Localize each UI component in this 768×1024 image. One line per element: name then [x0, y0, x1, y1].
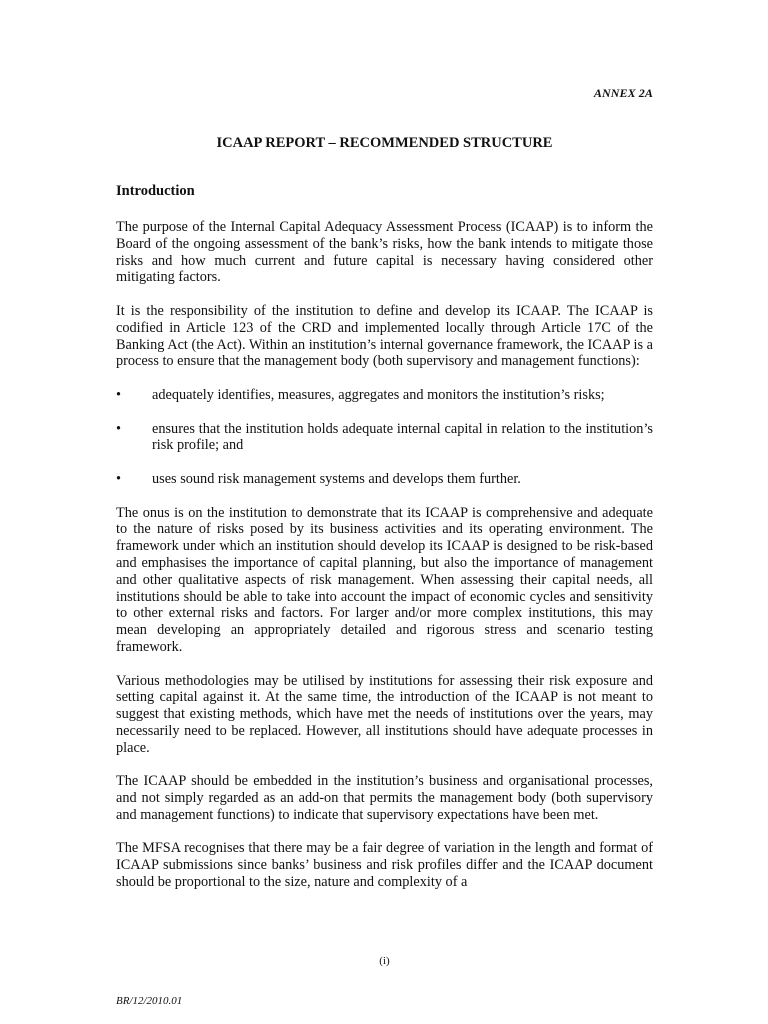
paragraph: The purpose of the Internal Capital Adequacy Assessment Process (ICAAP) is to inform the Board of the ongoing assessment of the bank’s risks, how the bank intends to mitigate those risks and how much current and future capital is necessary having considered other mitigating factors. — [116, 219, 653, 286]
list-item — [116, 387, 653, 404]
paragraph: The ICAAP should be embedded in the institution’s business and organisational processes, and not simply regarded as an add-on that permits the management body (both supervisory and management functions) to indicate that supervisory expectations have been met. — [116, 773, 653, 823]
document-body — [116, 219, 653, 908]
bullet-icon: • — [116, 420, 122, 437]
paragraph: The MFSA recognises that there may be a fair degree of variation in the length and format of ICAAP submissions since banks’ business and risk profiles differ and the ICAAP document should be proportional to the size, nature and complexity of a — [116, 840, 653, 891]
paragraph: It is the responsibility of the institution to define and develop its ICAAP. The ICAAP is codified in Article 123 of the CRD and implemented locally through Article 17C of the Banking Act (the Act). Within an institution’s internal governance framework, the ICAAP is a process to ensure that the management body (both supervisory and management functions): — [116, 302, 653, 370]
bullet-list — [116, 387, 653, 488]
paragraph: Various methodologies may be utilised by institutions for assessing their risk exposure and setting capital against it. At the same time, the introduction of the ICAAP is not meant to suggest that existing methods, which have met the needs of institutions over the years, may necessarily need to be replaced. However, all institutions should have adequate processes in place. — [116, 672, 653, 756]
paragraph: The onus is on the institution to demonstrate that its ICAAP is comprehensive and adequate to the nature of risks posed by its business activities and its operating environment. The framework under which an institution should develop its ICAAP is designed to be risk-based and emphasises the importance of capital planning, but also the importance of management and other qualitative aspects of risk management. When assessing their capital needs, all institutions should be able to take into account the impact of economic cycles and sensitivity to other external risks and factors. For larger and/or more complex institutions, this may mean developing an appropriately detailed and rigorous stress and scenario testing framework. — [116, 504, 653, 655]
document-title: ICAAP REPORT – RECOMMENDED STRUCTURE — [216, 135, 553, 151]
bullet-icon: • — [116, 386, 122, 403]
annex-label: ANNEX 2A — [593, 86, 653, 100]
list-item-text: ensures that the institution holds adequate internal capital in relation to the institution’s risk profile; and — [152, 420, 653, 454]
list-item-text: uses sound risk management systems and develops them further. — [152, 470, 521, 487]
bullet-icon: • — [116, 470, 122, 487]
page-number: (i) — [379, 955, 390, 967]
list-item — [116, 471, 653, 488]
document-page — [116, 0, 653, 1024]
list-item — [116, 421, 653, 455]
section-heading: Introduction — [116, 183, 195, 199]
list-item-text: adequately identifies, measures, aggregates and monitors the institution’s risks; — [152, 386, 605, 403]
footer-reference: BR/12/2010.01 — [116, 995, 183, 1007]
